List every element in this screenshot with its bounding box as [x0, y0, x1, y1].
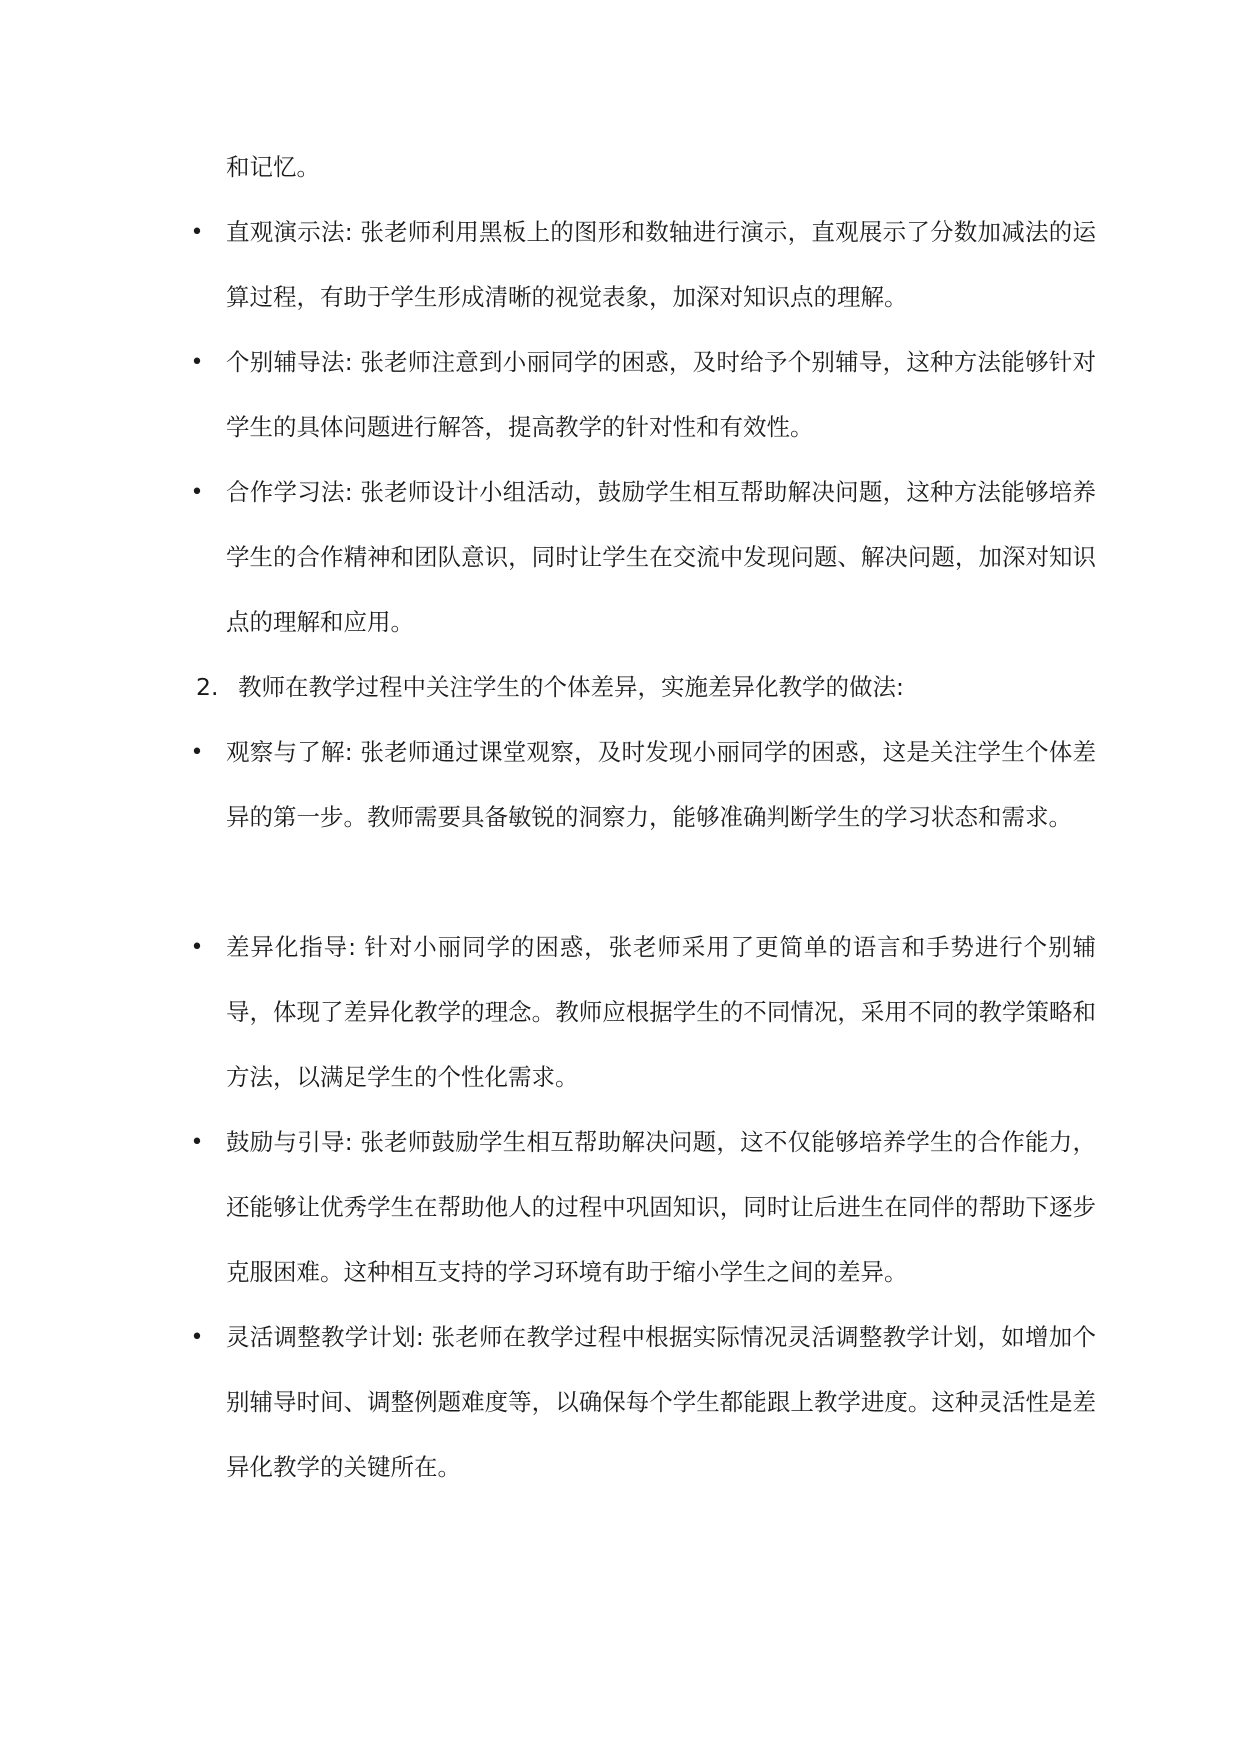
list-item-body: 张老师利用黑板上的图形和数轴进行演示，直观展示了分数加减法的运算过程，有助于学生形成清晰的视觉表象，加深对知识点的理解。	[226, 218, 1096, 311]
bullet-icon: •	[190, 220, 204, 245]
list-item-label: 差异化指导:	[226, 933, 357, 961]
list-item-text	[226, 720, 1096, 850]
list-item-text	[226, 915, 1096, 1110]
list-item-label: 个别辅导法:	[226, 348, 353, 376]
bullet-icon: •	[190, 740, 204, 765]
list-item-label: 鼓励与引导:	[226, 1128, 353, 1156]
list-item-label: 灵活调整教学计划:	[226, 1323, 424, 1351]
bullet-icon: •	[190, 1130, 204, 1155]
list-item-text	[226, 330, 1096, 460]
bullet-icon: •	[190, 935, 204, 960]
heading-text: 教师在教学过程中关注学生的个体差异，实施差异化教学的做法:	[238, 673, 904, 701]
list-item-label: 合作学习法:	[226, 478, 353, 506]
continuation-text: 和记忆。	[226, 153, 320, 181]
list-item-body: 张老师设计小组活动，鼓励学生相互帮助解决问题，这种方法能够培养学生的合作精神和团队意识，同时让学生在交流中发现问题、解决问题，加深对知识点的理解和应用。	[226, 478, 1096, 636]
bullet-icon: •	[190, 480, 204, 505]
list-item-label: 直观演示法:	[226, 218, 353, 246]
list-item-text	[226, 200, 1096, 330]
list-item-body: 张老师注意到小丽同学的困惑，及时给予个别辅导，这种方法能够针对学生的具体问题进行解答，提高教学的针对性和有效性。	[226, 348, 1096, 441]
list-item-text	[226, 460, 1096, 655]
list-item-text	[226, 1305, 1096, 1500]
list-item-body: 张老师通过课堂观察，及时发现小丽同学的困惑，这是关注学生个体差异的第一步。教师需要具备敏锐的洞察力，能够准确判断学生的学习状态和需求。	[226, 738, 1096, 831]
list-item-body: 张老师在教学过程中根据实际情况灵活调整教学计划，如增加个别辅导时间、调整例题难度等，以确保每个学生都能跟上教学进度。这种灵活性是差异化教学的关键所在。	[226, 1323, 1096, 1481]
list-item-body: 针对小丽同学的困惑，张老师采用了更简单的语言和手势进行个别辅导，体现了差异化教学的理念。教师应根据学生的不同情况，采用不同的教学策略和方法，以满足学生的个性化需求。	[226, 933, 1096, 1091]
list-item-label: 观察与了解:	[226, 738, 353, 766]
bullet-icon: •	[190, 350, 204, 375]
heading-number: 2.	[196, 673, 219, 701]
list-item-body: 张老师鼓励学生相互帮助解决问题，这不仅能够培养学生的合作能力，还能够让优秀学生在帮助他人的过程中巩固知识，同时让后进生在同伴的帮助下逐步克服困难。这种相互支持的学习环境有助于缩小学生之间的差异。	[226, 1128, 1096, 1286]
list-item-text	[226, 1110, 1096, 1305]
bullet-icon: •	[190, 1325, 204, 1350]
